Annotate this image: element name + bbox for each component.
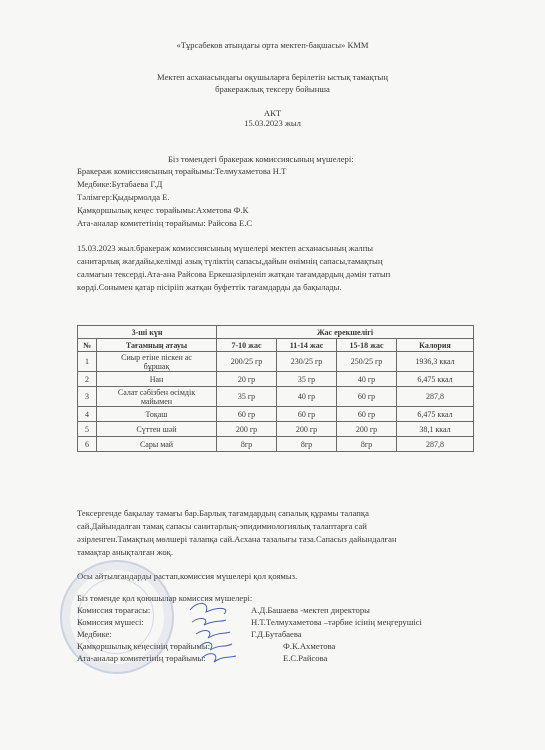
doc-type: АКТ — [263, 108, 282, 118]
signature-label: Комиссия төрағасы: — [77, 605, 151, 615]
paragraph1-line: салмағын тексерді.Ата-ана Райсова Еркешәзірленіп жатқан тағамдардың дәмін татып — [77, 269, 391, 279]
table-row: 1 Сиыр етіне піскен ас бұршақ 200/25 гр 230/25 гр 250/25 гр 1936,3 ккал — [78, 352, 474, 372]
handwritten-signatures — [180, 598, 240, 668]
col-name: Тағамның атауы — [97, 339, 217, 352]
paragraph1-line: санитарлық жағдайы,келімді азық түліктің сапасы,дайын өнімнің сапасы,тамақтың — [77, 256, 383, 266]
confirm-line: Осы айтылғандарды растап,комиссия мүшелері қол қоямыз. — [77, 571, 298, 581]
org-name: «Тұрсабеков атындағы орта мектеп-бақшасы» КММ — [176, 40, 369, 50]
paragraph2-line: сай.Дайындалған тамақ сапасы санитарлық-эпидимиологиялық талаптарға сай — [77, 521, 367, 531]
member-line: Тәлімгер:Қыдырмолда Е. — [77, 192, 170, 202]
signature-name: Е.С.Райсова — [283, 653, 328, 663]
subtitle-line-2: бракеражлық тексеру бойынша — [215, 84, 330, 94]
paragraph2-line: әзірленген.Тамақтың мөлшері талапқа сай.Асхана тазалығы таза.Сапасыз дайындалған — [77, 534, 397, 544]
col-15-18: 15-18 жас — [337, 339, 397, 352]
member-line: Бракераж комиссиясының төрайымы:Телмухаметова Н.Т — [77, 166, 287, 176]
col-calories: Калория — [397, 339, 474, 352]
signature-label: Қамқоршылық кеңесінің төрайымы: — [77, 641, 211, 651]
signature-name: Г.Д.Бутабаева — [251, 629, 302, 639]
member-line: Медбике:Бутабаева Г.Д — [77, 179, 163, 189]
col-7-10: 7-10 жас — [217, 339, 277, 352]
doc-date: 15.03.2023 жыл — [244, 118, 301, 128]
paragraph1-line: көрді.Сонымен қатар пісірііп жатқан буфеттік тағамдарды да бақылады. — [77, 282, 342, 292]
menu-table — [77, 325, 474, 452]
col-11-14: 11-14 жас — [277, 339, 337, 352]
signature-name: Ф.К.Ахметова — [283, 641, 336, 651]
member-line: Қамқоршылық кеңес төрайымы:Ахметова Ф.К — [77, 205, 249, 215]
paragraph1-line: 15.03.2023 жыл.бракераж комиссиясының мүшелері мектеп асханасының жалпы — [77, 243, 374, 253]
signature-label: Комиссия мүшесі: — [77, 617, 144, 627]
table-row: 6 Сары май 8гр 8гр 8гр 287,8 — [78, 437, 474, 452]
signatures-intro: Біз төменде қол қоюшылар комиссия мүшелері: — [77, 593, 253, 603]
signature-label: Медбике: — [77, 629, 112, 639]
members-intro: Біз төмендегі бракераж комиссиясының мүшелері: — [168, 154, 354, 164]
age-header: Жас ерекшелігі — [217, 326, 474, 339]
member-line: Ата-аналар комитетінің төрайымы: Райсова Е.С — [77, 218, 253, 228]
table-row: 5 Сүттен шәй 200 гр 200 гр 200 гр 38,1 ккал — [78, 422, 474, 437]
subtitle-line-1: Мектеп асханасындағы оқушыларға берілетін ыстық тамақтың — [157, 72, 388, 82]
signature-name: А.Д.Башаева -мектеп директоры — [251, 605, 370, 615]
table-row: 2 Нан 20 гр 35 гр 40 гр 6,475 ккал — [78, 372, 474, 387]
col-no: № — [78, 339, 97, 352]
paragraph2-line: Тексергенде бақылау тамағы бар.Барлық тағамдардың сапалық құрамы талапқа — [77, 508, 369, 518]
signature-name: Н.Т.Телмухаметова –тәрбие ісінің меңгерушісі — [251, 617, 422, 627]
table-row: 4 Тоқаш 60 гр 60 гр 60 гр 6,475 ккал — [78, 407, 474, 422]
day-header: 3-ші күн — [78, 326, 217, 339]
paragraph2-line: тамақтар анықталған жоқ. — [77, 547, 173, 557]
signature-label: Ата-аналар комитетінің төрайымы: — [77, 653, 206, 663]
table-row: 3 Салат сәбізбен өсімдік майымен 35 гр 40 гр 60 гр 287,8 — [78, 387, 474, 407]
